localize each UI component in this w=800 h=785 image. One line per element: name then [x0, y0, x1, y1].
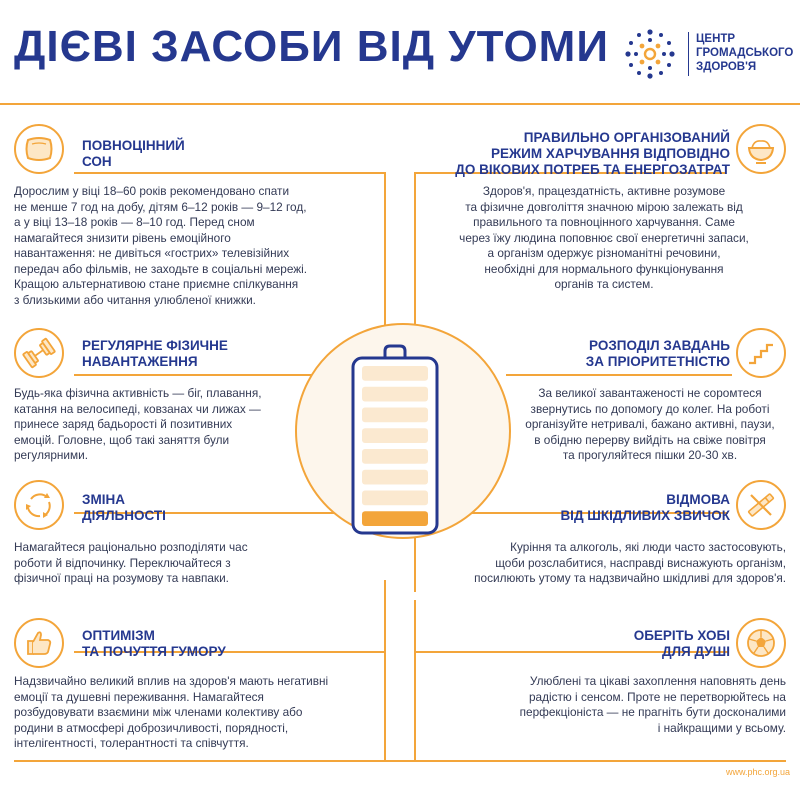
text-line: звернутись по допомогу до колег. На роботі [530, 401, 770, 416]
text-line: і найкращими у всьому. [657, 720, 786, 735]
text-line: в обідню перерву вийдіть на свіже повітря [534, 432, 766, 447]
header-divider [0, 103, 800, 105]
text-line: роботи й відпочинку. Переключайтеся з [14, 555, 231, 570]
connector-line [74, 172, 386, 174]
text-line: принесе заряд бадьорості й позитивних [14, 417, 233, 431]
heading-line: ОБЕРІТЬ ХОБІ [633, 628, 730, 643]
logo-line: ЦЕНТР [696, 33, 736, 45]
phc-logo [622, 26, 792, 86]
habits-text [474, 540, 786, 587]
text-line: радістю і сенсом. Проте не перетворюйтесь на [529, 689, 786, 704]
heading-line: ТА ПОЧУТТЯ ГУМОРУ [82, 644, 226, 659]
connector-line [506, 374, 732, 376]
battery-segment [362, 366, 428, 381]
text-line: Намагайтеся раціонально розподіляти час [14, 540, 248, 554]
text-line: Дорослим у віці 18–60 років рекомендовано спати [14, 184, 290, 198]
text-line: а у віці 13–18 років — 8–10 год. Перед сном [14, 215, 255, 229]
logo-line: ЗДОРОВ'Я [696, 61, 757, 73]
cycle-arrows-icon [14, 480, 64, 530]
text-line: родини в атмосфері доброзичливості, порядності, [14, 720, 289, 735]
heading-line: ОПТИМІЗМ [82, 628, 155, 643]
nutrition-text [418, 184, 790, 293]
text-line: Кращою альтернативою стане приємне спілкування [14, 277, 299, 291]
text-line: намагайтеся знизити рівень емоційного [14, 230, 231, 245]
text-line: Куріння та алкоголь, які люди часто застосовують, [510, 540, 786, 554]
battery-segment [362, 449, 428, 464]
text-line: емоції та душевні переживання. Намагайтеся [14, 689, 264, 704]
sleep-heading [82, 138, 185, 170]
phc-logo-icon [622, 26, 678, 82]
battery-segment [362, 408, 428, 423]
text-line: не менше 7 год на добу, дітям 6–12 років — 9–12 год, [14, 199, 307, 214]
battery-low-icon [350, 344, 440, 536]
text-line: передач або фільмів, не заходьте в соціальні мережі. [14, 261, 308, 276]
text-line: перфекціоніста — не прагніть бути досконалими [519, 705, 786, 719]
text-line: правильного та повноцінного харчування. Саме [473, 215, 735, 229]
text-line: Улюблені та цікаві захоплення наповнять день [529, 674, 786, 688]
stairs-icon [736, 328, 786, 378]
optimism-heading [82, 628, 226, 660]
text-line: катання на велосипеді, ковзанах чи лижах — [14, 401, 261, 416]
text-line: навантаження: не дивіться «гострих» телевізійних [14, 246, 290, 260]
dumbbell-icon [14, 328, 64, 378]
optimism-text [14, 674, 328, 752]
soccer-ball-icon [736, 618, 786, 668]
heading-line: ДЛЯ ДУШІ [661, 644, 730, 659]
text-line: органів та систем. [554, 277, 654, 291]
text-line: Здоров'я, працездатність, активне розумове [482, 184, 726, 198]
text-line: та фізичне довголіття значною мірою залежать від [465, 199, 743, 214]
logo-line: ГРОМАДСЬКОГО [696, 47, 794, 59]
heading-line: СОН [82, 154, 112, 169]
habits-heading [560, 492, 730, 524]
thumbs-up-icon [14, 618, 64, 668]
text-line: організуйте нетривалі, бажано активні, паузи, [525, 417, 775, 431]
text-line: а організм одержує різноманітні речовини, [487, 246, 721, 260]
battery-segment [362, 428, 428, 443]
activity-text [14, 540, 248, 587]
text-line: щоби розслабитися, насправді виснажують організм, [495, 555, 786, 570]
text-line: фізичної праці на розумову та навпаки. [14, 571, 229, 585]
connector-line [384, 580, 386, 760]
page-title: ДІЄВІ ЗАСОБИ ВІД УТОМИ [14, 22, 609, 71]
battery-segment [362, 470, 428, 485]
text-line: Будь-яка фізична активність — біг, плавання, [14, 386, 262, 400]
logo-text [696, 32, 793, 74]
text-line: та прогуляйтеся пішки 20-30 хв. [562, 448, 738, 462]
heading-line: ПОВНОЦІННИЙ [82, 138, 185, 153]
text-line: розбудовувати взаємини між членами колективу або [14, 705, 303, 719]
battery-segment [362, 491, 428, 506]
text-line: необхідні для нормального функціонування [484, 261, 724, 276]
heading-line: ВІДМОВА [666, 492, 730, 507]
heading-line: РЕГУЛЯРНЕ ФІЗИЧНЕ [82, 338, 228, 353]
text-line: з близькими або читання улюбленої книжки. [14, 292, 256, 307]
battery-segment [362, 387, 428, 402]
nutrition-heading [455, 130, 730, 178]
food-bowl-icon [736, 124, 786, 174]
exercise-text [14, 386, 262, 464]
heading-line: ПРАВИЛЬНО ОРГАНІЗОВАНИЙ [523, 130, 730, 145]
heading-line: ДІЯЛЬНОСТІ [82, 508, 166, 523]
connector-line [14, 760, 786, 762]
connector-line [414, 600, 416, 760]
priorities-heading [586, 338, 730, 370]
heading-line: ЗА ПРІОРИТЕТНІСТЮ [585, 354, 730, 369]
text-line: через їжу людина поповнює свої енергетичні запаси, [459, 230, 749, 245]
heading-line: ЗМІНА [82, 492, 125, 507]
text-line: посилюють утому та надзвичайно шкідливі для здоров'я. [474, 571, 786, 585]
exercise-heading [82, 338, 228, 370]
text-line: Надзвичайно великий вплив на здоров'я мають негативні [14, 674, 329, 688]
footer-url: www.phc.org.ua [725, 767, 790, 777]
logo-divider [688, 32, 689, 76]
text-line: інтелігентності, толерантності та співчуття. [14, 736, 249, 750]
hobby-heading [634, 628, 730, 660]
heading-line: НАВАНТАЖЕННЯ [82, 354, 198, 369]
hobby-text [520, 674, 786, 736]
pillow-icon [14, 124, 64, 174]
heading-line: РОЗПОДІЛ ЗАВДАНЬ [589, 338, 730, 353]
no-smoking-icon [736, 480, 786, 530]
sleep-text [14, 184, 307, 308]
text-line: емоцій. Головне, щоб такі заняття були [14, 432, 230, 447]
activity-heading [82, 492, 166, 524]
heading-line: ДО ВІКОВИХ ПОТРЕБ ТА ЕНЕРГОЗАТРАТ [455, 162, 730, 177]
text-line: За великої завантаженості не соромтеся [538, 386, 762, 400]
priorities-text [510, 386, 790, 464]
heading-line: РЕЖИМ ХАРЧУВАННЯ ВІДПОВІДНО [490, 146, 730, 161]
heading-line: ВІД ШКІДЛИВИХ ЗВИЧОК [560, 508, 730, 523]
text-line: регулярними. [14, 448, 88, 462]
battery-segment [362, 511, 428, 526]
